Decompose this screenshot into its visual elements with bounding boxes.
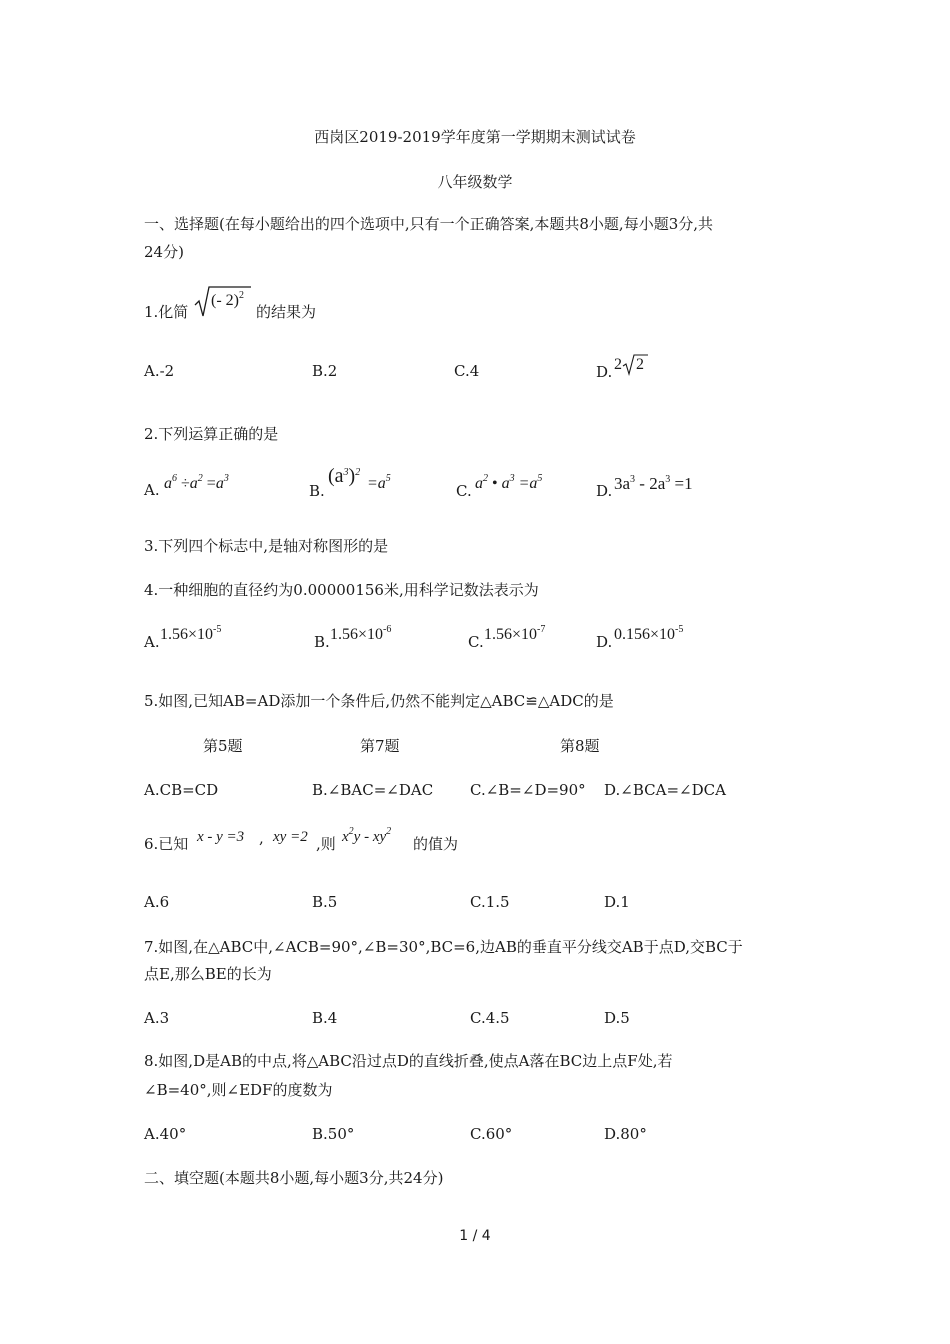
q6-option-c: C.1.5 [470,893,510,911]
q8-option-b: B.50° [312,1125,355,1143]
page-subtitle: 八年级数学 [437,173,513,191]
q7-option-c: C.4.5 [470,1009,510,1027]
figure-label-7: 第7题 [360,737,400,755]
figure-label-5: 第5题 [203,737,243,755]
q4-option-c-expr: $1.56\times 10^{-7}$ [484,624,546,643]
q7-line-1: 7.如图,在△ABC中,∠ACB=90°,∠B=30°,BC=6,边AB的垂直平分线交AB于点D,交BC于 [144,938,743,956]
q4-option-a-expr: $1.56\times 10^{-5}$ [160,624,222,643]
q5-option-d: D.∠BCA=∠DCA [604,781,726,799]
q6-separator: , [259,829,264,847]
q7-option-b: B.4 [312,1009,338,1027]
q2-option-d-expr: $3a^3 - 2a^3 =1$ [614,474,693,493]
q1-option-a: A.-2 [144,362,175,380]
q2-option-c-expr: $a^2$ • $a^3 =a^5$ [475,473,543,492]
q1-option-d-value: 2 [614,356,622,373]
section1-heading-line2: 24分) [144,243,184,261]
q1-option-d: D. [596,363,613,381]
q6-option-d: D.1 [604,893,630,911]
page-title: 西岗区2019-2019学年度第一学期期末测试试卷 [314,128,636,146]
q4-option-d-expr: $0.156\times 10^{-5}$ [614,624,684,643]
q4-stem: 4.一种细胞的直径约为0.00000156米,用科学记数法表示为 [144,581,539,599]
q6-expression: $x^2y - xy^2$ [342,826,392,845]
q1-option-b: B.2 [312,362,338,380]
q6-option-b: B.5 [312,893,338,911]
q6-condition-2: xy =2 [273,829,308,845]
q1-radicand: (- 2)$^2$ [211,290,244,309]
q6-condition-1: x - y =3 [197,829,245,845]
q2-option-c-label: C. [456,482,472,500]
figure-label-8: 第8题 [560,737,600,755]
q6-suffix: 的值为 [413,835,459,853]
q8-option-d: D.80° [604,1125,647,1143]
q4-option-a-label: A. [144,633,160,651]
q2-option-b-expr: $(a^3)^2$ [328,465,361,487]
q1-option-d-radicand: 2 [636,356,644,373]
page-number: 1 / 4 [459,1228,491,1244]
q8-line-1: 8.如图,D是AB的中点,将△ABC沿过点D的直线折叠,使点A落在BC边上点F处,若 [144,1052,673,1070]
q2-option-a-expr: $a^6 \div a^2 =a^3$ [164,473,229,492]
q8-option-c: C.60° [470,1125,513,1143]
q1-suffix: 的结果为 [256,303,317,321]
q4-option-c-label: C. [468,633,484,651]
section2-heading: 二、填空题(本题共8小题,每小题3分,共24分) [144,1169,444,1187]
q7-option-d: D.5 [604,1009,630,1027]
q6-option-a: A.6 [144,893,170,911]
q2-option-a-label: A. [144,481,160,499]
q4-option-b-expr: $1.56\times 10^{-6}$ [330,624,392,643]
q4-option-b-label: B. [314,633,330,651]
q1-prefix: 1.化简 [144,303,189,321]
q7-option-a: A.3 [144,1009,170,1027]
q2-option-b-label: B. [309,482,325,500]
q1-option-c: C.4 [454,362,480,380]
q7-line-2: 点E,那么BE的长为 [144,965,272,983]
q2-option-b-result: $=a^5$ [367,473,391,492]
q8-line-2: ∠B=40°,则∠EDF的度数为 [144,1081,333,1099]
q2-stem: 2.下列运算正确的是 [144,425,279,443]
section1-heading-line1: 一、选择题(在每小题给出的四个选项中,只有一个正确答案,本题共8小题,每小题3分,共 [144,215,714,233]
q2-option-d-label: D. [596,482,613,500]
q6-then: ,则 [316,835,336,853]
q5-option-b: B.∠BAC=∠DAC [312,781,434,799]
q6-prefix: 6.已知 [144,835,189,853]
q5-stem: 5.如图,已知AB=AD添加一个条件后,仍然不能判定△ABC≌△ADC的是 [144,692,614,710]
question-3: 3.下列四个标志中,是轴对称图形的是 [144,537,389,555]
q5-option-c: C.∠B=∠D=90° [470,781,586,799]
q5-option-a: A.CB=CD [144,781,219,799]
q8-option-a: A.40° [144,1125,187,1143]
q4-option-d-label: D. [596,633,613,651]
